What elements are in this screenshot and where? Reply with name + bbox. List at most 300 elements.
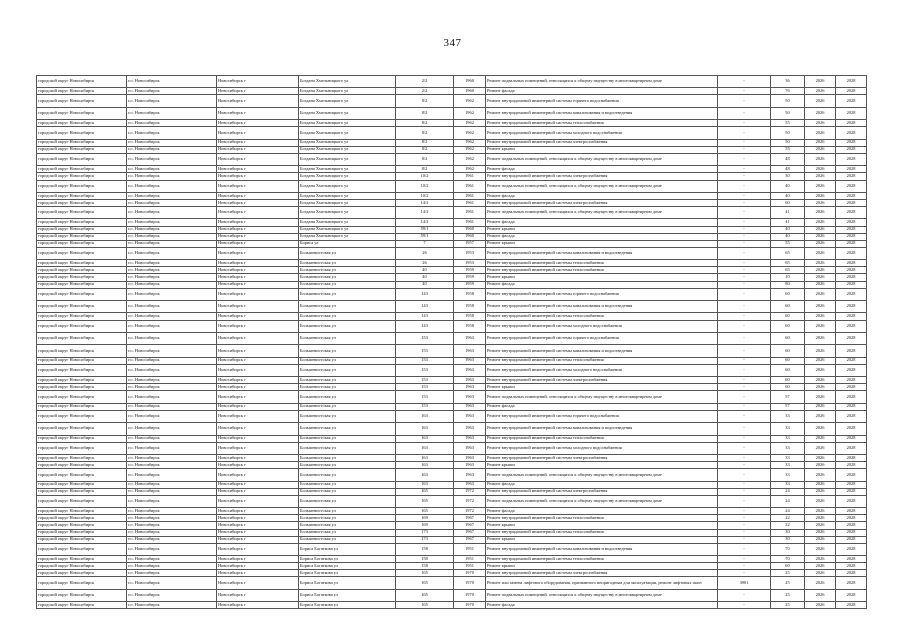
- cell-district: г.о. Новосибирск: [127, 364, 217, 376]
- cell-estimated-cost: 24: [771, 508, 805, 515]
- cell-end-year: 2028: [836, 423, 867, 435]
- cell-work-type: Ремонт внутридомовой инженерной системы теплоснабжения: [486, 515, 718, 522]
- cell-house-number: 8/2: [396, 166, 454, 173]
- table-row: [37, 207, 867, 219]
- cell-work-type: Ремонт внутридомовой инженерной системы теплоснабжения: [486, 313, 718, 320]
- cell-street: Бориса Богаткова ул: [299, 577, 396, 589]
- table-row: [37, 508, 867, 515]
- cell-house-number: 10/2: [396, 192, 454, 199]
- cell-elevator-count: -: [718, 536, 771, 543]
- cell-end-year: 2028: [836, 200, 867, 207]
- cell-estimated-cost: 60: [771, 377, 805, 384]
- cell-district: г.о. Новосибирск: [127, 508, 217, 515]
- cell-estimated-cost: 25: [771, 602, 805, 609]
- cell-street: Большевистская ул: [299, 536, 396, 543]
- cell-start-year: 2026: [805, 577, 836, 589]
- cell-estimated-cost: 65: [771, 247, 805, 259]
- cell-municipality: городской округ Новосибирск: [37, 515, 127, 522]
- cell-locality: Новосибирск г: [217, 320, 299, 332]
- cell-end-year: 2028: [836, 288, 867, 300]
- cell-end-year: 2028: [836, 127, 867, 139]
- cell-end-year: 2028: [836, 410, 867, 422]
- cell-locality: Новосибирск г: [217, 153, 299, 165]
- cell-municipality: городской округ Новосибирск: [37, 589, 127, 601]
- cell-district: г.о. Новосибирск: [127, 357, 217, 364]
- cell-district: г.о. Новосибирск: [127, 563, 217, 570]
- cell-house-number: 153: [396, 377, 454, 384]
- cell-estimated-cost: 70: [771, 556, 805, 563]
- cell-end-year: 2028: [836, 166, 867, 173]
- cell-start-year: 2026: [805, 76, 836, 88]
- cell-elevator-count: 3901: [718, 577, 771, 589]
- cell-elevator-count: -: [718, 240, 771, 247]
- table-row: [37, 529, 867, 536]
- cell-end-year: 2028: [836, 377, 867, 384]
- cell-built-year: 1962: [454, 95, 486, 107]
- cell-start-year: 2026: [805, 153, 836, 165]
- table-row: [37, 377, 867, 384]
- cell-end-year: 2028: [836, 233, 867, 240]
- cell-built-year: 1960: [454, 88, 486, 95]
- table-row: [37, 570, 867, 577]
- cell-end-year: 2028: [836, 462, 867, 469]
- table-row: [37, 301, 867, 313]
- cell-district: г.о. Новосибирск: [127, 515, 217, 522]
- cell-start-year: 2026: [805, 423, 836, 435]
- cell-elevator-count: -: [718, 469, 771, 481]
- cell-district: г.о. Новосибирск: [127, 577, 217, 589]
- cell-estimated-cost: 76: [771, 88, 805, 95]
- cell-house-number: 40: [396, 281, 454, 288]
- cell-street: Большевистская ул: [299, 410, 396, 422]
- cell-municipality: городской округ Новосибирск: [37, 76, 127, 88]
- cell-built-year: 1961: [454, 200, 486, 207]
- cell-municipality: городской округ Новосибирск: [37, 377, 127, 384]
- table-body: [37, 76, 867, 609]
- work-schedule-table: [36, 75, 866, 609]
- cell-estimated-cost: 50: [771, 127, 805, 139]
- cell-end-year: 2028: [836, 495, 867, 507]
- cell-house-number: 143: [396, 288, 454, 300]
- cell-elevator-count: -: [718, 543, 771, 555]
- cell-district: г.о. Новосибирск: [127, 301, 217, 313]
- cell-built-year: 1959: [454, 274, 486, 281]
- cell-municipality: городской округ Новосибирск: [37, 508, 127, 515]
- cell-estimated-cost: 22: [771, 515, 805, 522]
- cell-house-number: 8/2: [396, 146, 454, 153]
- cell-estimated-cost: 24: [771, 495, 805, 507]
- cell-built-year: 1961: [454, 180, 486, 192]
- cell-elevator-count: -: [718, 570, 771, 577]
- cell-district: г.о. Новосибирск: [127, 403, 217, 410]
- cell-elevator-count: -: [718, 563, 771, 570]
- cell-street: Богдана Хмельницкого ул: [299, 192, 396, 199]
- cell-house-number: 40: [396, 267, 454, 274]
- cell-locality: Новосибирск г: [217, 301, 299, 313]
- cell-street: Большевистская ул: [299, 247, 396, 259]
- cell-built-year: 1963: [454, 423, 486, 435]
- cell-municipality: городской округ Новосибирск: [37, 267, 127, 274]
- cell-elevator-count: -: [718, 200, 771, 207]
- cell-estimated-cost: 48: [771, 166, 805, 173]
- cell-street: Богдана Хмельницкого ул: [299, 180, 396, 192]
- cell-start-year: 2026: [805, 233, 836, 240]
- cell-estimated-cost: 36: [771, 76, 805, 88]
- cell-municipality: городской округ Новосибирск: [37, 200, 127, 207]
- table-row: [37, 455, 867, 462]
- cell-street: Богдана Хмельницкого ул: [299, 88, 396, 95]
- cell-locality: Новосибирск г: [217, 247, 299, 259]
- table-row: [37, 435, 867, 442]
- cell-work-type: Ремонт внутридомовой инженерной системы теплоснабжения: [486, 435, 718, 442]
- table-row: [37, 233, 867, 240]
- cell-district: г.о. Новосибирск: [127, 345, 217, 357]
- cell-house-number: 14/2: [396, 207, 454, 219]
- cell-built-year: 1951: [454, 543, 486, 555]
- cell-street: Большевистская ул: [299, 281, 396, 288]
- cell-end-year: 2028: [836, 515, 867, 522]
- cell-built-year: 1962: [454, 127, 486, 139]
- cell-district: г.о. Новосибирск: [127, 219, 217, 226]
- cell-house-number: 158: [396, 556, 454, 563]
- cell-start-year: 2026: [805, 207, 836, 219]
- table-row: [37, 442, 867, 454]
- cell-street: Большевистская ул: [299, 345, 396, 357]
- cell-start-year: 2026: [805, 120, 836, 127]
- cell-end-year: 2028: [836, 563, 867, 570]
- cell-built-year: 1959: [454, 267, 486, 274]
- cell-locality: Новосибирск г: [217, 88, 299, 95]
- cell-start-year: 2026: [805, 495, 836, 507]
- cell-street: Богдана Хмельницкого ул: [299, 139, 396, 146]
- cell-estimated-cost: 60: [771, 563, 805, 570]
- cell-municipality: городской округ Новосибирск: [37, 320, 127, 332]
- cell-district: г.о. Новосибирск: [127, 423, 217, 435]
- cell-house-number: 59/1: [396, 233, 454, 240]
- cell-house-number: 173: [396, 529, 454, 536]
- cell-elevator-count: -: [718, 462, 771, 469]
- table-row: [37, 384, 867, 391]
- cell-start-year: 2026: [805, 200, 836, 207]
- cell-built-year: 1967: [454, 522, 486, 529]
- cell-locality: Новосибирск г: [217, 522, 299, 529]
- cell-street: Большевистская ул: [299, 469, 396, 481]
- cell-municipality: городской округ Новосибирск: [37, 247, 127, 259]
- cell-start-year: 2026: [805, 240, 836, 247]
- cell-locality: Новосибирск г: [217, 589, 299, 601]
- cell-work-type: Ремонт фасада: [486, 481, 718, 488]
- cell-municipality: городской округ Новосибирск: [37, 146, 127, 153]
- cell-district: г.о. Новосибирск: [127, 313, 217, 320]
- cell-district: г.о. Новосибирск: [127, 556, 217, 563]
- cell-street: Большевистская ул: [299, 481, 396, 488]
- cell-work-type: Ремонт крыши: [486, 240, 718, 247]
- cell-estimated-cost: 30: [771, 536, 805, 543]
- cell-locality: Новосибирск г: [217, 313, 299, 320]
- cell-elevator-count: -: [718, 332, 771, 344]
- cell-locality: Новосибирск г: [217, 267, 299, 274]
- cell-house-number: 143: [396, 313, 454, 320]
- cell-district: г.о. Новосибирск: [127, 543, 217, 555]
- cell-locality: Новосибирск г: [217, 219, 299, 226]
- cell-end-year: 2028: [836, 153, 867, 165]
- cell-locality: Новосибирск г: [217, 226, 299, 233]
- table-row: [37, 543, 867, 555]
- cell-house-number: 8/2: [396, 107, 454, 119]
- cell-district: г.о. Новосибирск: [127, 226, 217, 233]
- cell-work-type: Ремонт подвальных помещений, относящихся к общему имуществу в многоквартирном доме: [486, 180, 718, 192]
- cell-house-number: 165: [396, 577, 454, 589]
- cell-house-number: 8/2: [396, 127, 454, 139]
- cell-start-year: 2026: [805, 455, 836, 462]
- cell-estimated-cost: 33: [771, 442, 805, 454]
- cell-municipality: городской округ Новосибирск: [37, 556, 127, 563]
- cell-locality: Новосибирск г: [217, 435, 299, 442]
- cell-municipality: городской округ Новосибирск: [37, 313, 127, 320]
- cell-estimated-cost: 55: [771, 120, 805, 127]
- cell-elevator-count: -: [718, 364, 771, 376]
- cell-street: Бориса Богаткова ул: [299, 570, 396, 577]
- cell-built-year: 1963: [454, 462, 486, 469]
- cell-elevator-count: -: [718, 267, 771, 274]
- cell-house-number: 153: [396, 357, 454, 364]
- cell-work-type: Ремонт подвальных помещений, относящихся к общему имуществу в многоквартирном доме: [486, 391, 718, 403]
- cell-built-year: 1967: [454, 529, 486, 536]
- cell-built-year: 1951: [454, 563, 486, 570]
- cell-municipality: городской округ Новосибирск: [37, 495, 127, 507]
- cell-municipality: городской округ Новосибирск: [37, 442, 127, 454]
- cell-house-number: 158: [396, 543, 454, 555]
- cell-end-year: 2028: [836, 488, 867, 495]
- cell-municipality: городской округ Новосибирск: [37, 488, 127, 495]
- cell-start-year: 2026: [805, 313, 836, 320]
- cell-street: Большевистская ул: [299, 313, 396, 320]
- cell-start-year: 2026: [805, 173, 836, 180]
- cell-end-year: 2028: [836, 76, 867, 88]
- cell-district: г.о. Новосибирск: [127, 107, 217, 119]
- cell-district: г.о. Новосибирск: [127, 435, 217, 442]
- cell-municipality: городской округ Новосибирск: [37, 219, 127, 226]
- cell-end-year: 2028: [836, 313, 867, 320]
- cell-street: Большевистская ул: [299, 508, 396, 515]
- cell-street: Богдана Хмельницкого ул: [299, 173, 396, 180]
- cell-municipality: городской округ Новосибирск: [37, 192, 127, 199]
- cell-elevator-count: -: [718, 345, 771, 357]
- cell-end-year: 2028: [836, 274, 867, 281]
- cell-built-year: 1958: [454, 320, 486, 332]
- cell-district: г.о. Новосибирск: [127, 469, 217, 481]
- cell-elevator-count: -: [718, 260, 771, 267]
- cell-elevator-count: -: [718, 508, 771, 515]
- cell-house-number: 14/2: [396, 219, 454, 226]
- cell-start-year: 2026: [805, 570, 836, 577]
- cell-district: г.о. Новосибирск: [127, 442, 217, 454]
- cell-house-number: 153: [396, 403, 454, 410]
- table-row: [37, 423, 867, 435]
- cell-street: Большевистская ул: [299, 515, 396, 522]
- cell-street: Богдана Хмельницкого ул: [299, 127, 396, 139]
- cell-estimated-cost: 80: [771, 281, 805, 288]
- cell-elevator-count: -: [718, 281, 771, 288]
- cell-built-year: 1963: [454, 377, 486, 384]
- cell-locality: Новосибирск г: [217, 192, 299, 199]
- cell-locality: Новосибирск г: [217, 529, 299, 536]
- cell-house-number: 2/2: [396, 76, 454, 88]
- cell-locality: Новосибирск г: [217, 556, 299, 563]
- cell-estimated-cost: 33: [771, 469, 805, 481]
- cell-house-number: 165: [396, 589, 454, 601]
- cell-estimated-cost: 60: [771, 288, 805, 300]
- cell-estimated-cost: 60: [771, 200, 805, 207]
- cell-house-number: 8/2: [396, 153, 454, 165]
- cell-built-year: 1963: [454, 403, 486, 410]
- cell-end-year: 2028: [836, 260, 867, 267]
- cell-house-number: 163: [396, 462, 454, 469]
- cell-elevator-count: -: [718, 88, 771, 95]
- cell-built-year: 1958: [454, 313, 486, 320]
- cell-street: Богдана Хмельницкого ул: [299, 153, 396, 165]
- cell-start-year: 2026: [805, 180, 836, 192]
- table-row: [37, 602, 867, 609]
- cell-house-number: 10/2: [396, 180, 454, 192]
- cell-work-type: Ремонт внутридомовой инженерной системы теплоснабжения: [486, 556, 718, 563]
- cell-house-number: 163: [396, 410, 454, 422]
- cell-locality: Новосибирск г: [217, 570, 299, 577]
- cell-estimated-cost: 60: [771, 357, 805, 364]
- cell-municipality: городской округ Новосибирск: [37, 345, 127, 357]
- cell-end-year: 2028: [836, 602, 867, 609]
- cell-municipality: городской округ Новосибирск: [37, 410, 127, 422]
- cell-built-year: 1967: [454, 515, 486, 522]
- cell-street: Большевистская ул: [299, 403, 396, 410]
- cell-built-year: 1958: [454, 288, 486, 300]
- cell-end-year: 2028: [836, 192, 867, 199]
- table-row: [37, 469, 867, 481]
- cell-estimated-cost: 60: [771, 345, 805, 357]
- cell-work-type: Ремонт внутридомовой инженерной системы электроснабжения: [486, 570, 718, 577]
- cell-built-year: 1962: [454, 146, 486, 153]
- cell-elevator-count: -: [718, 515, 771, 522]
- cell-built-year: 1963: [454, 481, 486, 488]
- cell-house-number: 163: [396, 469, 454, 481]
- table-row: [37, 192, 867, 199]
- cell-work-type: Ремонт внутридомовой инженерной системы холодного водоснабжения: [486, 320, 718, 332]
- table-row: [37, 226, 867, 233]
- cell-street: Большевистская ул: [299, 442, 396, 454]
- cell-built-year: 1961: [454, 207, 486, 219]
- cell-municipality: городской округ Новосибирск: [37, 120, 127, 127]
- cell-start-year: 2026: [805, 410, 836, 422]
- cell-built-year: 1972: [454, 495, 486, 507]
- table-row: [37, 139, 867, 146]
- cell-estimated-cost: 60: [771, 313, 805, 320]
- cell-municipality: городской округ Новосибирск: [37, 180, 127, 192]
- cell-municipality: городской округ Новосибирск: [37, 570, 127, 577]
- table-row: [37, 127, 867, 139]
- cell-locality: Новосибирск г: [217, 95, 299, 107]
- cell-work-type: Ремонт фасада: [486, 233, 718, 240]
- cell-municipality: городской округ Новосибирск: [37, 127, 127, 139]
- table-row: [37, 260, 867, 267]
- cell-house-number: 143: [396, 301, 454, 313]
- cell-end-year: 2028: [836, 508, 867, 515]
- cell-locality: Новосибирск г: [217, 391, 299, 403]
- cell-elevator-count: -: [718, 442, 771, 454]
- cell-start-year: 2026: [805, 219, 836, 226]
- cell-end-year: 2028: [836, 219, 867, 226]
- cell-locality: Новосибирск г: [217, 288, 299, 300]
- cell-estimated-cost: 50: [771, 139, 805, 146]
- cell-district: г.о. Новосибирск: [127, 88, 217, 95]
- cell-estimated-cost: 65: [771, 260, 805, 267]
- cell-street: Большевистская ул: [299, 364, 396, 376]
- cell-house-number: 153: [396, 384, 454, 391]
- cell-district: г.о. Новосибирск: [127, 602, 217, 609]
- cell-municipality: городской округ Новосибирск: [37, 281, 127, 288]
- cell-end-year: 2028: [836, 577, 867, 589]
- cell-street: Большевистская ул: [299, 455, 396, 462]
- cell-district: г.о. Новосибирск: [127, 127, 217, 139]
- cell-built-year: 1970: [454, 589, 486, 601]
- cell-street: Большевистская ул: [299, 274, 396, 281]
- cell-start-year: 2026: [805, 88, 836, 95]
- cell-start-year: 2026: [805, 332, 836, 344]
- cell-start-year: 2026: [805, 107, 836, 119]
- cell-house-number: 165: [396, 495, 454, 507]
- cell-built-year: 1953: [454, 247, 486, 259]
- cell-municipality: городской округ Новосибирск: [37, 274, 127, 281]
- cell-start-year: 2026: [805, 139, 836, 146]
- cell-district: г.о. Новосибирск: [127, 332, 217, 344]
- cell-district: г.о. Новосибирск: [127, 589, 217, 601]
- cell-street: Большевистская ул: [299, 495, 396, 507]
- cell-built-year: 1963: [454, 455, 486, 462]
- cell-start-year: 2026: [805, 281, 836, 288]
- cell-district: г.о. Новосибирск: [127, 192, 217, 199]
- cell-start-year: 2026: [805, 515, 836, 522]
- cell-end-year: 2028: [836, 589, 867, 601]
- cell-end-year: 2028: [836, 556, 867, 563]
- cell-start-year: 2026: [805, 267, 836, 274]
- cell-house-number: 165: [396, 508, 454, 515]
- cell-house-number: 173: [396, 536, 454, 543]
- cell-end-year: 2028: [836, 173, 867, 180]
- cell-locality: Новосибирск г: [217, 384, 299, 391]
- cell-start-year: 2026: [805, 522, 836, 529]
- cell-work-type: Ремонт внутридомовой инженерной системы электроснабжения: [486, 173, 718, 180]
- cell-built-year: 1963: [454, 332, 486, 344]
- cell-district: г.о. Новосибирск: [127, 288, 217, 300]
- cell-house-number: 2/2: [396, 88, 454, 95]
- cell-estimated-cost: 60: [771, 364, 805, 376]
- cell-end-year: 2028: [836, 570, 867, 577]
- cell-house-number: 8/2: [396, 95, 454, 107]
- cell-elevator-count: -: [718, 146, 771, 153]
- cell-built-year: 1970: [454, 570, 486, 577]
- cell-locality: Новосибирск г: [217, 146, 299, 153]
- cell-built-year: 1953: [454, 260, 486, 267]
- cell-start-year: 2026: [805, 166, 836, 173]
- cell-estimated-cost: 33: [771, 423, 805, 435]
- cell-municipality: городской округ Новосибирск: [37, 332, 127, 344]
- cell-municipality: городской округ Новосибирск: [37, 563, 127, 570]
- cell-locality: Новосибирск г: [217, 173, 299, 180]
- cell-street: Богдана Хмельницкого ул: [299, 207, 396, 219]
- cell-work-type: Ремонт крыши: [486, 522, 718, 529]
- cell-municipality: городской округ Новосибирск: [37, 88, 127, 95]
- cell-street: Богдана Хмельницкого ул: [299, 166, 396, 173]
- cell-start-year: 2026: [805, 127, 836, 139]
